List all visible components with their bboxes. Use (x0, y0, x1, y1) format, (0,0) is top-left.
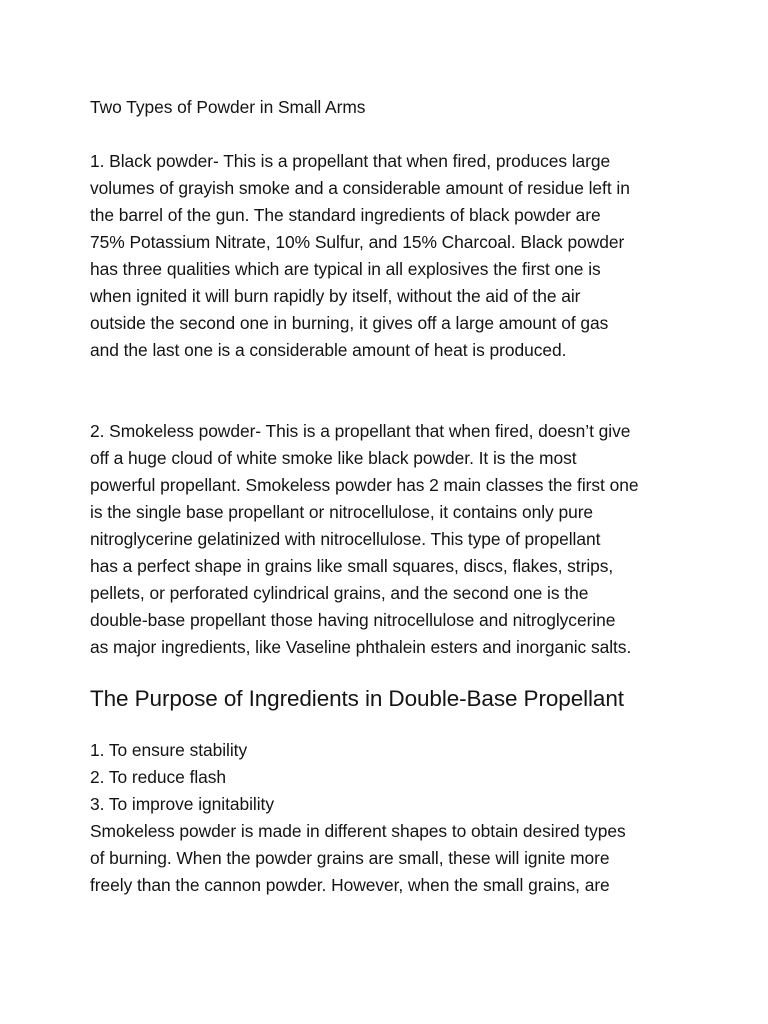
text-line: is the single base propellant or nitrocellulose, it contains only pure (90, 502, 594, 522)
paragraph-smokeless-powder (90, 418, 690, 661)
text-line: double-base propellant those having nitrocellulose and nitroglycerine (90, 610, 616, 630)
ingredients-list (90, 737, 690, 899)
text-line: Smokeless powder is made in different shapes to obtain desired types (90, 821, 626, 841)
document-title: Two Types of Powder in Small Arms (90, 97, 366, 117)
text-line: off a huge cloud of white smoke like black powder. It is the most (90, 448, 577, 468)
text-line: and the last one is a considerable amount of heat is produced. (90, 340, 567, 360)
list-item: 2. To reduce flash (90, 767, 227, 787)
list-item: 1. To ensure stability (90, 740, 248, 760)
text-line: freely than the cannon powder. However, when the small grains, are (90, 875, 610, 895)
section-heading: The Purpose of Ingredients in Double-Base Propellant (90, 686, 624, 711)
list-item: 3. To improve ignitability (90, 794, 274, 814)
document-page (90, 94, 690, 899)
text-line: has a perfect shape in grains like small squares, discs, flakes, strips, (90, 556, 614, 576)
paragraph-black-powder (90, 148, 690, 364)
text-line: 2. Smokeless powder- This is a propellant that when fired, doesn’t give (90, 421, 631, 441)
text-line: 1. Black powder- This is a propellant that when fired, produces large (90, 151, 611, 171)
text-line: of burning. When the powder grains are small, these will ignite more (90, 848, 610, 868)
text-line: outside the second one in burning, it gives off a large amount of gas (90, 313, 609, 333)
text-line: nitroglycerine gelatinized with nitrocellulose. This type of propellant (90, 529, 601, 549)
text-line: 75% Potassium Nitrate, 10% Sulfur, and 15% Charcoal. Black powder (90, 232, 625, 252)
text-line: pellets, or perforated cylindrical grains, and the second one is the (90, 583, 589, 603)
text-line: as major ingredients, like Vaseline phthalein esters and inorganic salts. (90, 637, 632, 657)
text-line: the barrel of the gun. The standard ingredients of black powder are (90, 205, 601, 225)
text-line: has three qualities which are typical in all explosives the first one is (90, 259, 601, 279)
text-line: volumes of grayish smoke and a considerable amount of residue left in (90, 178, 630, 198)
text-line: when ignited it will burn rapidly by itself, without the aid of the air (90, 286, 581, 306)
text-line: powerful propellant. Smokeless powder has 2 main classes the first one (90, 475, 639, 495)
